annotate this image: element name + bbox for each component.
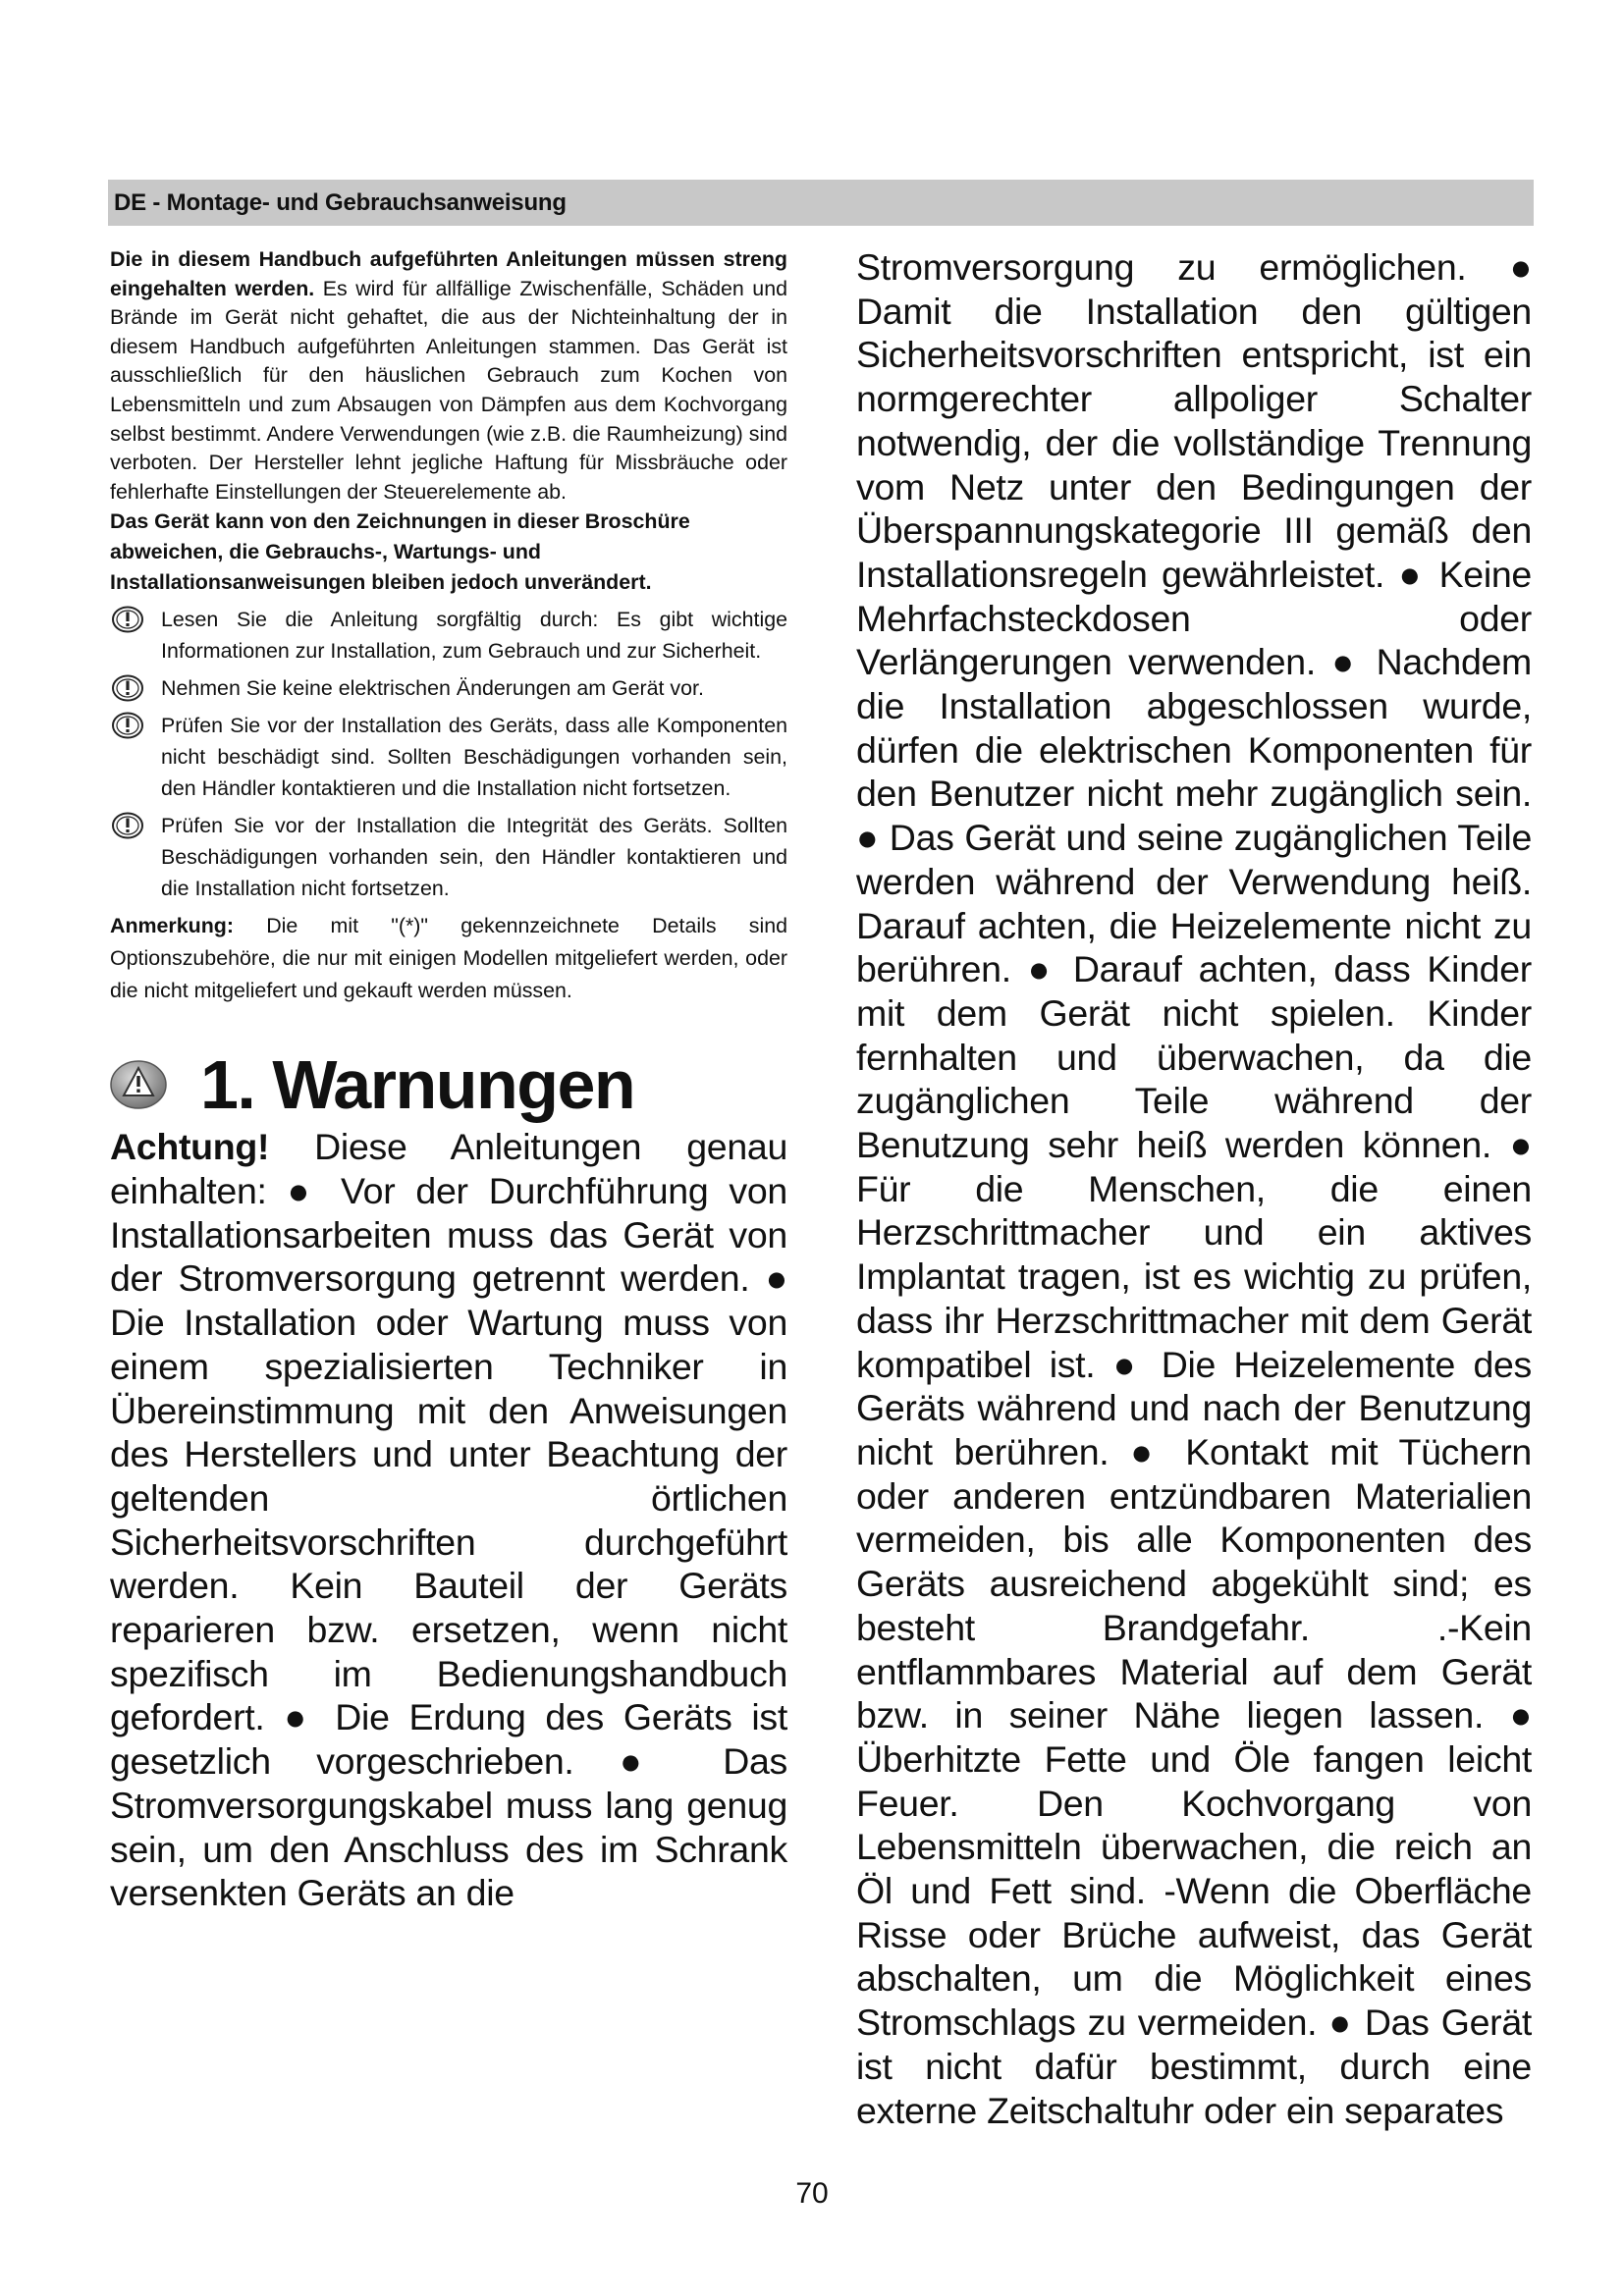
header-bar	[108, 180, 1534, 226]
attention-icon	[110, 605, 145, 634]
warning-item	[110, 604, 787, 667]
warning-item	[110, 810, 787, 904]
note-label: Anmerkung:	[110, 914, 234, 938]
left-column	[110, 245, 787, 1915]
section-heading	[110, 1044, 787, 1125]
attention-icon	[110, 673, 145, 703]
intro-bold-lead: Die in diesem Handbuch aufgeführten Anleitungen müssen streng eingehalten werden.	[110, 247, 787, 300]
attention-icon	[110, 811, 145, 840]
section-title: 1. Warnungen	[200, 1046, 635, 1124]
body-text-right: Stromversorgung zu ermöglichen. ● Damit die Installation den gültigen Sicherheitsvorschriften entspricht, ist ein normgerechter allpoliger Schalter notwendig, der die vollständige Trennung vom Netz unter den Bedingungen der Überspannungskategorie III gemäß den Installationsregeln gewährleistet. ● Keine Mehrfachsteckdosen oder Verlängerungen verwenden. ● Nachdem die Installation abgeschlossen wurde, dürfen die elektrischen Komponenten für den Benutzer nicht mehr zugänglich sein. ● Das Gerät und seine zugänglichen Teile werden während der Verwendung heiß. Darauf achten, die Heizelemente nicht zu berühren. ● Darauf achten, dass Kinder mit dem Gerät nicht spielen. Kinder fernhalten und überwachen, da die zugänglichen Teile während der Benutzung sehr heiß werden können. ● Für die Menschen, die einen Herzschrittmacher und ein aktives Implantat tragen, ist es wichtig zu prüfen, dass ihr Herzschrittmacher mit dem Gerät kompatibel ist. ● Die Heizelemente des Geräts während und nach der Benutzung nicht berühren. ● Kontakt mit Tüchern oder anderen entzündbaren Materialien vermeiden, bis alle Komponenten des Geräts ausreichend abgekühlt sind; es besteht Brandgefahr. .-Kein entflammbares Material auf dem Gerät bzw. in seiner Nähe liegen lassen. ● Überhitzte Fette und Öle fangen leicht Feuer. Den Kochvorgang von Lebensmitteln überwachen, die reich an Öl und Fett sind. -Wenn die Oberfläche Risse oder Brüche aufweist, das Gerät abschalten, um die Möglichkeit eines Stromschlags zu vermeiden. ● Das Gerät ist nicht dafür bestimmt, durch eine externe Zeitschaltuhr oder ein separates	[856, 246, 1532, 2131]
warning-item	[110, 710, 787, 804]
intro-text: Es wird für allfällige Zwischenfälle, Schäden und Brände im Gerät nicht gehaftet, die aus der Nichteinhaltung der in diesem Handbuch aufgeführten Anleitungen stammen. Das Gerät ist ausschließlich für den häuslichen Gebrauch zum Kochen von Lebensmitteln und zum Absaugen von Dämpfen aus dem Kochvorgang selbst bestimmt. Andere Verwendungen (wie z.B. die Raumheizung) sind verboten. Der Hersteller lehnt jegliche Haftung für Missbräuche oder fehlerhafte Einstellungen der Steuerelemente ab.	[110, 276, 787, 504]
drawing-notice: Das Gerät kann von den Zeichnungen in dieser Broschüre abweichen, die Gebrauchs-, Wartungs- und Installationsanweisungen bleiben jedoch unverändert.	[110, 509, 690, 595]
warning-text: Nehmen Sie keine elektrischen Änderungen am Gerät vor.	[161, 676, 704, 701]
attention-icon	[110, 711, 145, 740]
body-text-left	[110, 1125, 787, 1915]
warning-item	[110, 672, 787, 704]
warning-text: Prüfen Sie vor der Installation die Integrität des Geräts. Sollten Beschädigungen vorhanden sein, den Händler kontaktieren und die Installation nicht fortsetzen.	[161, 814, 787, 901]
note-paragraph	[110, 910, 787, 1007]
body-lead: Achtung!	[110, 1126, 270, 1168]
intro-paragraph	[110, 245, 787, 507]
note-text: Die mit "(*)" gekennzeichnete Details sind Optionszubehöre, die nur mit einigen Modellen mitgeliefert werden, oder die nicht mitgeliefert und gekauft werden müssen.	[110, 914, 787, 1003]
warning-triangle-icon	[110, 1056, 167, 1113]
page-title: DE - Montage- und Gebrauchsanweisung	[114, 189, 567, 216]
body-left-text: Diese Anleitungen genau einhalten: ● Vor der Durchführung von Installationsarbeiten muss das Gerät von der Stromversorgung getrennt werden. ● Die Installation oder Wartung muss von einem spezialisierten Techniker in Übereinstimmung mit den Anweisungen des Herstellers und unter Beachtung der geltenden örtlichen Sicherheitsvorschriften durchgeführt werden. Kein Bauteil der Geräts reparieren bzw. ersetzen, wenn nicht spezifisch im Bedienungshandbuch gefordert. ● Die Erdung des Geräts ist gesetzlich vorgeschrieben. ● Das Stromversorgungskabel muss lang genug sein, um den Anschluss des im Schrank versenkten Geräts an die	[110, 1126, 787, 1914]
warning-text: Prüfen Sie vor der Installation des Geräts, dass alle Komponenten nicht beschädigt sind. Sollten Beschädigungen vorhanden sein, den Händler kontaktieren und die Installation nicht fortsetzen.	[161, 714, 787, 801]
right-column	[856, 245, 1532, 2132]
page-number: 70	[795, 2177, 829, 2210]
warning-text: Lesen Sie die Anleitung sorgfältig durch: Es gibt wichtige Informationen zur Installation, zum Gebrauch und zur Sicherheit.	[161, 608, 787, 664]
